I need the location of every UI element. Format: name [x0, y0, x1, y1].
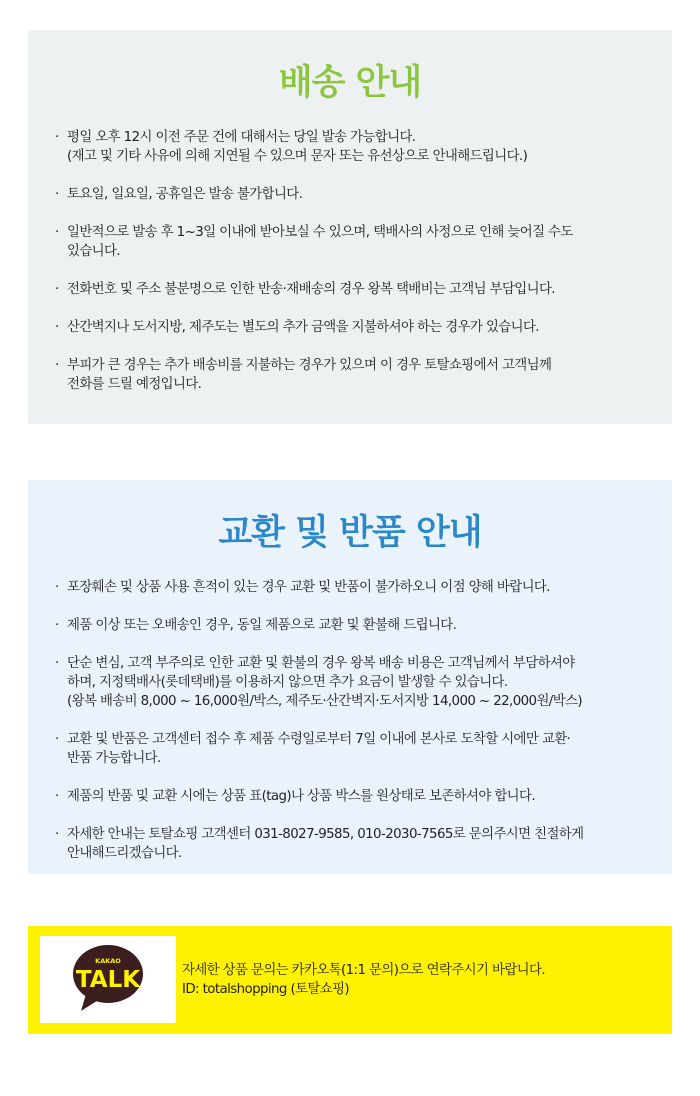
- bullet-dot: ·: [55, 320, 59, 335]
- exchange-guide-item-line: 안내해드리겠습니다.: [67, 846, 182, 861]
- shipping-guide-item: [55, 185, 652, 204]
- exchange-guide-item-line: 교환 및 반품은 고객센터 접수 후 제품 수령일로부터 7일 이내에 본사로 도착할 시에만 교환·: [67, 732, 571, 747]
- kakaotalk-contact-banner: [28, 926, 672, 1034]
- shipping-guide-item-line: 토요일, 일요일, 공휴일은 발송 불가합니다.: [67, 187, 303, 202]
- exchange-return-list: [28, 578, 672, 863]
- exchange-guide-item-line: (왕복 배송비 8,000 ~ 16,000원/박스, 제주도·산간벽지·도서지방 14,000 ~ 22,000원/박스): [67, 694, 583, 709]
- bullet-dot: ·: [55, 282, 59, 297]
- shipping-guide-section: [28, 30, 672, 424]
- bullet-dot: ·: [55, 225, 59, 240]
- shipping-guide-item-line: 산간벽지나 도서지방, 제주도는 별도의 추가 금액을 지불하셔야 하는 경우가 있습니다.: [67, 320, 539, 335]
- exchange-guide-item: [55, 654, 652, 711]
- bullet-dot: ·: [55, 187, 59, 202]
- shipping-guide-item-line: 전화를 드릴 예정입니다.: [67, 377, 202, 392]
- shipping-guide-item-line: 부피가 큰 경우는 추가 배송비를 지불하는 경우가 있으며 이 경우 토탈쇼핑에서 고객님께: [67, 358, 552, 373]
- exchange-guide-item-line: 제품 이상 또는 오배송인 경우, 동일 제품으로 교환 및 환불해 드립니다.: [67, 618, 457, 633]
- bullet-dot: ·: [55, 732, 59, 747]
- shipping-guide-item: [55, 318, 652, 337]
- bullet-dot: ·: [55, 618, 59, 633]
- shipping-guide-list: [28, 128, 672, 394]
- bullet-dot: ·: [55, 656, 59, 671]
- exchange-guide-item-line: 단순 변심, 고객 부주의로 인한 교환 및 환불의 경우 왕복 배송 비용은 고객님께서 부담하셔야: [67, 656, 575, 671]
- exchange-return-title: 교환 및 반품 안내: [218, 513, 482, 553]
- exchange-guide-item: [55, 578, 652, 597]
- bullet-dot: ·: [55, 130, 59, 145]
- exchange-guide-item-line: 포장훼손 및 상품 사용 흔적이 있는 경우 교환 및 반품이 불가하오니 이점 양해 바랍니다.: [67, 580, 550, 595]
- shipping-guide-title: 배송 안내: [278, 63, 422, 103]
- bullet-dot: ·: [55, 789, 59, 804]
- kakaotalk-id-line: ID: totalshopping (토탈쇼핑): [182, 982, 350, 997]
- kakaotalk-inquiry-line: 자세한 상품 문의는 카카오톡(1:1 문의)으로 연락주시기 바랍니다.: [182, 963, 545, 978]
- shipping-guide-item: [55, 280, 652, 299]
- exchange-guide-item-line: 제품의 반품 및 교환 시에는 상품 표(tag)나 상품 박스를 원상태로 보존하셔야 합니다.: [67, 789, 536, 804]
- exchange-guide-item: [55, 730, 652, 768]
- exchange-guide-item: [55, 616, 652, 635]
- shipping-guide-item-line: 전화번호 및 주소 불분명으로 인한 반송·재배송의 경우 왕복 택배비는 고객님 부담입니다.: [67, 282, 555, 297]
- exchange-return-section: [28, 480, 672, 874]
- kakaotalk-contact-text: [182, 961, 545, 999]
- kakaotalk-logo-small-text: KAKAO: [95, 957, 121, 965]
- bullet-dot: ·: [55, 827, 59, 842]
- shipping-guide-item: [55, 223, 652, 261]
- shipping-guide-item: [55, 356, 652, 394]
- shipping-guide-item-line: 일반적으로 발송 후 1~3일 이내에 받아보실 수 있으며, 택배사의 사정으로 인해 늦어질 수도: [67, 225, 573, 240]
- shipping-guide-item-line: (재고 및 기타 사유에 의해 지연될 수 있으며 문자 또는 유선상으로 안내해드립니다.): [67, 149, 528, 164]
- shipping-guide-item-line: 있습니다.: [67, 244, 120, 259]
- exchange-guide-item-line: 하며, 지정택배사(롯데택배)를 이용하지 않으면 추가 요금이 발생할 수 있습니다.: [67, 675, 508, 690]
- bullet-dot: ·: [55, 580, 59, 595]
- kakaotalk-logo-big-text: TALK: [75, 967, 141, 993]
- exchange-guide-item-line: 자세한 안내는 토탈쇼핑 고객센터 031-8027-9585, 010-2030-7565로 문의주시면 친절하게: [67, 827, 584, 842]
- exchange-guide-item: [55, 787, 652, 806]
- exchange-guide-item-line: 반품 가능합니다.: [67, 751, 161, 766]
- kakaotalk-icon: [40, 936, 176, 1023]
- bullet-dot: ·: [55, 358, 59, 373]
- shipping-guide-item: [55, 128, 652, 166]
- exchange-guide-item: [55, 825, 652, 863]
- shipping-guide-item-line: 평일 오후 12시 이전 주문 건에 대해서는 당일 발송 가능합니다.: [67, 130, 416, 145]
- kakaotalk-logo-box: [40, 936, 176, 1023]
